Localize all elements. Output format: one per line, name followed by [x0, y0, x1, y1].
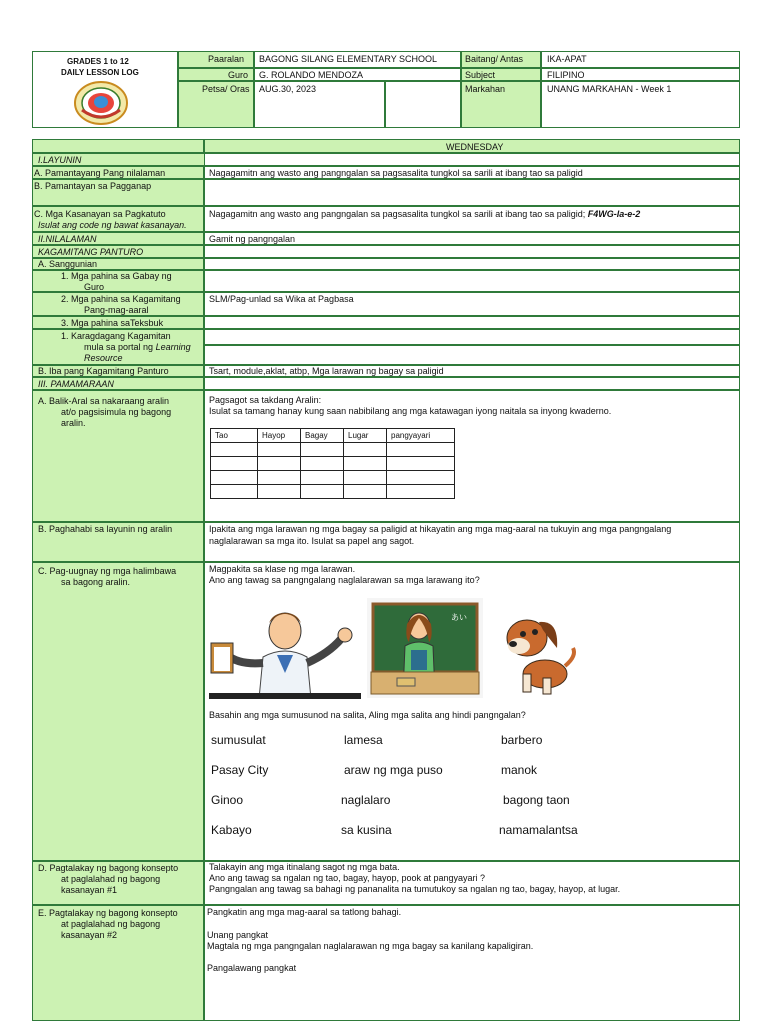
category-header-cell: Tao — [211, 429, 258, 443]
kagamitan-value-cell — [204, 245, 740, 258]
table-cell — [211, 443, 258, 457]
layunin-value-cell — [204, 153, 740, 166]
word-item: naglalaro — [341, 793, 391, 807]
nilalaman-heading: II.NILALAMAN — [38, 234, 97, 244]
e-value-line3: Magtala ng mga pangngalan naglalarawan ng mga bagay sa kanilang kapaligiran. — [207, 941, 534, 951]
table-cell — [301, 485, 344, 499]
grade-label: Baitang/ Antas — [465, 54, 524, 64]
s2-label-line2: Pang-mag-aaral — [84, 305, 149, 315]
table-row — [211, 443, 455, 457]
table-cell — [344, 457, 387, 471]
table-cell — [211, 457, 258, 471]
pag-uugnay-value-line2: Ano ang tawag sa pangngalang naglalarawan sa mga larawang ito? — [209, 575, 480, 585]
table-cell — [301, 471, 344, 485]
quarter-value: UNANG MARKAHAN - Week 1 — [547, 84, 672, 94]
header-title-line1: GRADES 1 to 12 — [67, 57, 129, 66]
d-value-line3: Pangngalan ang tawag sa bahagi ng pananalita na tumutukoy sa ngalan ng tao, bagay, hayop, at lugar. — [209, 884, 621, 894]
row-c-code: F4WG-la-e-2 — [587, 209, 641, 219]
balik-label-line1: A. Balik-Aral sa nakaraang aralin — [38, 396, 170, 406]
table-cell — [258, 457, 301, 471]
row-c-sublabel: Isulat ang code ng bawat kasanayan. — [38, 220, 187, 230]
s3-value-cell — [204, 316, 740, 329]
kagamitan-heading: KAGAMITANG PANTURO — [38, 247, 144, 257]
word-item: Pasay City — [211, 763, 269, 777]
pag-uugnay-value-line3: Basahin ang mga sumusunod na salita, Aling mga salita ang hindi pangngalan? — [209, 710, 526, 720]
school-label: Paaralan — [208, 54, 245, 64]
pamamaraan-heading: III. PAMAMARAAN — [38, 379, 114, 389]
school-value: BAGONG SILANG ELEMENTARY SCHOOL — [259, 54, 438, 64]
row-b-label: B. Pamantayan sa Pagganap — [34, 181, 152, 191]
subject-value: FILIPINO — [547, 70, 585, 80]
s4-label-line3: Resource — [84, 353, 123, 363]
pag-uugnay-label-cell — [32, 562, 204, 861]
category-header-cell: pangyayari — [387, 429, 455, 443]
subject-label: Subject — [465, 70, 496, 80]
s4-value-cell-bottom — [204, 345, 740, 365]
d-label-line3: kasanayan #1 — [61, 885, 118, 895]
dog-picture — [493, 608, 583, 696]
s4-label-line2-text: mula sa portal ng — [84, 342, 154, 352]
paghahabi-value-line1: Ipakita ang mga larawan ng mga bagay sa paligid at hikayatin ang mga mag-aaral na tukuyin ang mga pangngalang — [209, 524, 672, 534]
nilalaman-value: Gamit ng pangngalan — [209, 234, 296, 244]
word-item: Kabayo — [211, 823, 252, 837]
table-cell — [258, 485, 301, 499]
s4-value-cell-top — [204, 329, 740, 345]
table-cell — [387, 471, 455, 485]
d-label-line1: D. Pagtalakay ng bagong konsepto — [38, 863, 179, 873]
word-item: manok — [501, 763, 538, 777]
time-value-cell — [385, 81, 461, 128]
s1-label-line1: 1. Mga pahina sa Gabay ng — [61, 271, 172, 281]
doctor-picture — [209, 603, 361, 699]
day-label-column-head — [32, 139, 204, 153]
word-item: araw ng mga puso — [344, 763, 443, 777]
paghahabi-label: B. Paghahabi sa layunin ng aralin — [38, 524, 173, 534]
table-cell — [344, 485, 387, 499]
d-value-line2: Ano ang tawag sa ngalan ng tao, bagay, hayop, pook at pangyayari ? — [209, 873, 486, 883]
table-cell — [387, 485, 455, 499]
date-label: Petsa/ Oras — [202, 84, 250, 94]
e-value-line1: Pangkatin ang mga mag-aaral sa tatlong bahagi. — [207, 907, 402, 917]
word-item: sa kusina — [341, 823, 392, 837]
e-label-line2: at paglalahad ng bagong — [61, 919, 161, 929]
table-cell — [211, 471, 258, 485]
category-table — [210, 428, 455, 499]
table-row — [211, 485, 455, 499]
table-row — [211, 457, 455, 471]
teacher-value: G. ROLANDO MENDOZA — [259, 70, 364, 80]
e-label-line1: E. Pagtalakay ng bagong konsepto — [38, 908, 178, 918]
header-title-line2: DAILY LESSON LOG — [61, 68, 139, 77]
category-header-cell: Hayop — [258, 429, 301, 443]
d-label-line2: at paglalahad ng bagong — [61, 874, 161, 884]
svg-text:あい: あい — [451, 613, 467, 622]
sanggunian-value-cell — [204, 258, 740, 270]
word-item: barbero — [501, 733, 543, 747]
table-cell — [301, 443, 344, 457]
balik-label-line3: aralin. — [61, 418, 86, 428]
table-row — [211, 471, 455, 485]
row-c-value-text: Nagagamitn ang wasto ang pangngalan sa pagsasalita tungkol sa sarili at ibang tao sa paligid; — [209, 209, 586, 219]
e-label-line3: kasanayan #2 — [61, 930, 118, 940]
paghahabi-value-line2: naglalarawan sa mga ito. Isulat sa papel ang sagot. — [209, 536, 415, 546]
balik-value-line1: Pagsagot sa takdang Aralin: — [209, 395, 322, 405]
s4-label-learning: Learning — [155, 342, 191, 352]
s4-label-line1: 1. Karagdagang Kagamitan — [61, 331, 171, 341]
s2-label-line1: 2. Mga pahina sa Kagamitang — [61, 294, 181, 304]
layunin-heading: I.LAYUNIN — [38, 155, 82, 165]
table-cell — [344, 471, 387, 485]
e-value-line4: Pangalawang pangkat — [207, 963, 297, 973]
word-item: sumusulat — [211, 733, 266, 747]
category-header-cell: Bagay — [301, 429, 344, 443]
s1-label-line2: Guro — [84, 282, 105, 292]
pag-uugnay-label-line2: sa bagong aralin. — [61, 577, 131, 587]
date-value: AUG.30, 2023 — [259, 84, 317, 94]
category-header-cell: Lugar — [344, 429, 387, 443]
day-header: WEDNESDAY — [446, 142, 504, 152]
iba-label: B. Iba pang Kagamitang Panturo — [38, 366, 169, 376]
word-item: bagong taon — [503, 793, 570, 807]
pag-uugnay-value-line1: Magpakita sa klase ng mga larawan. — [209, 564, 356, 574]
row-a-value: Nagagamitn ang wasto ang pangngalan sa pagsasalita tungkol sa sarili at ibang tao sa paligid — [209, 168, 583, 178]
s3-label: 3. Mga pahina saTeksbuk — [61, 318, 164, 328]
row-c-value — [209, 209, 640, 220]
table-cell — [387, 443, 455, 457]
table-cell — [344, 443, 387, 457]
school-seal-icon — [72, 80, 130, 126]
row-c-label: C. Mga Kasanayan sa Pagkatuto — [34, 209, 166, 219]
word-item: lamesa — [344, 733, 383, 747]
quarter-label: Markahan — [465, 84, 506, 94]
row-a-label: A. Pamantayang Pang nilalaman — [34, 168, 166, 178]
s2-value: SLM/Pag-unlad sa Wika at Pagbasa — [209, 294, 354, 304]
table-cell — [258, 471, 301, 485]
s1-value-cell — [204, 270, 740, 292]
iba-value: Tsart, module,aklat, atbp, Mga larawan ng bagay sa paligid — [209, 366, 444, 376]
sanggunian-label: A. Sanggunian — [38, 259, 98, 269]
e-value-line2: Unang pangkat — [207, 930, 269, 940]
table-cell — [258, 443, 301, 457]
d-value-line1: Talakayin ang mga itinalang sagot ng mga bata. — [209, 862, 400, 872]
word-item: Ginoo — [211, 793, 244, 807]
s4-label-line2 — [84, 342, 191, 353]
grade-value: IKA-APAT — [547, 54, 587, 64]
table-cell — [301, 457, 344, 471]
teacher-picture — [367, 598, 483, 698]
pag-uugnay-label-line1: C. Pag-uugnay ng mga halimbawa — [38, 566, 177, 576]
balik-value-line2: Isulat sa tamang hanay kung saan nabibilang ang mga katawagan iyong naitala sa inyong kwaderno. — [209, 406, 612, 416]
table-cell — [211, 485, 258, 499]
pamamaraan-value-cell — [204, 377, 740, 390]
word-item: namamalantsa — [499, 823, 578, 837]
teacher-label: Guro — [228, 70, 249, 80]
table-cell — [387, 457, 455, 471]
balik-label-line2: at/o pagsisimula ng bagong — [61, 407, 172, 417]
category-table-header — [211, 429, 455, 443]
row-b-value-cell — [204, 179, 740, 206]
